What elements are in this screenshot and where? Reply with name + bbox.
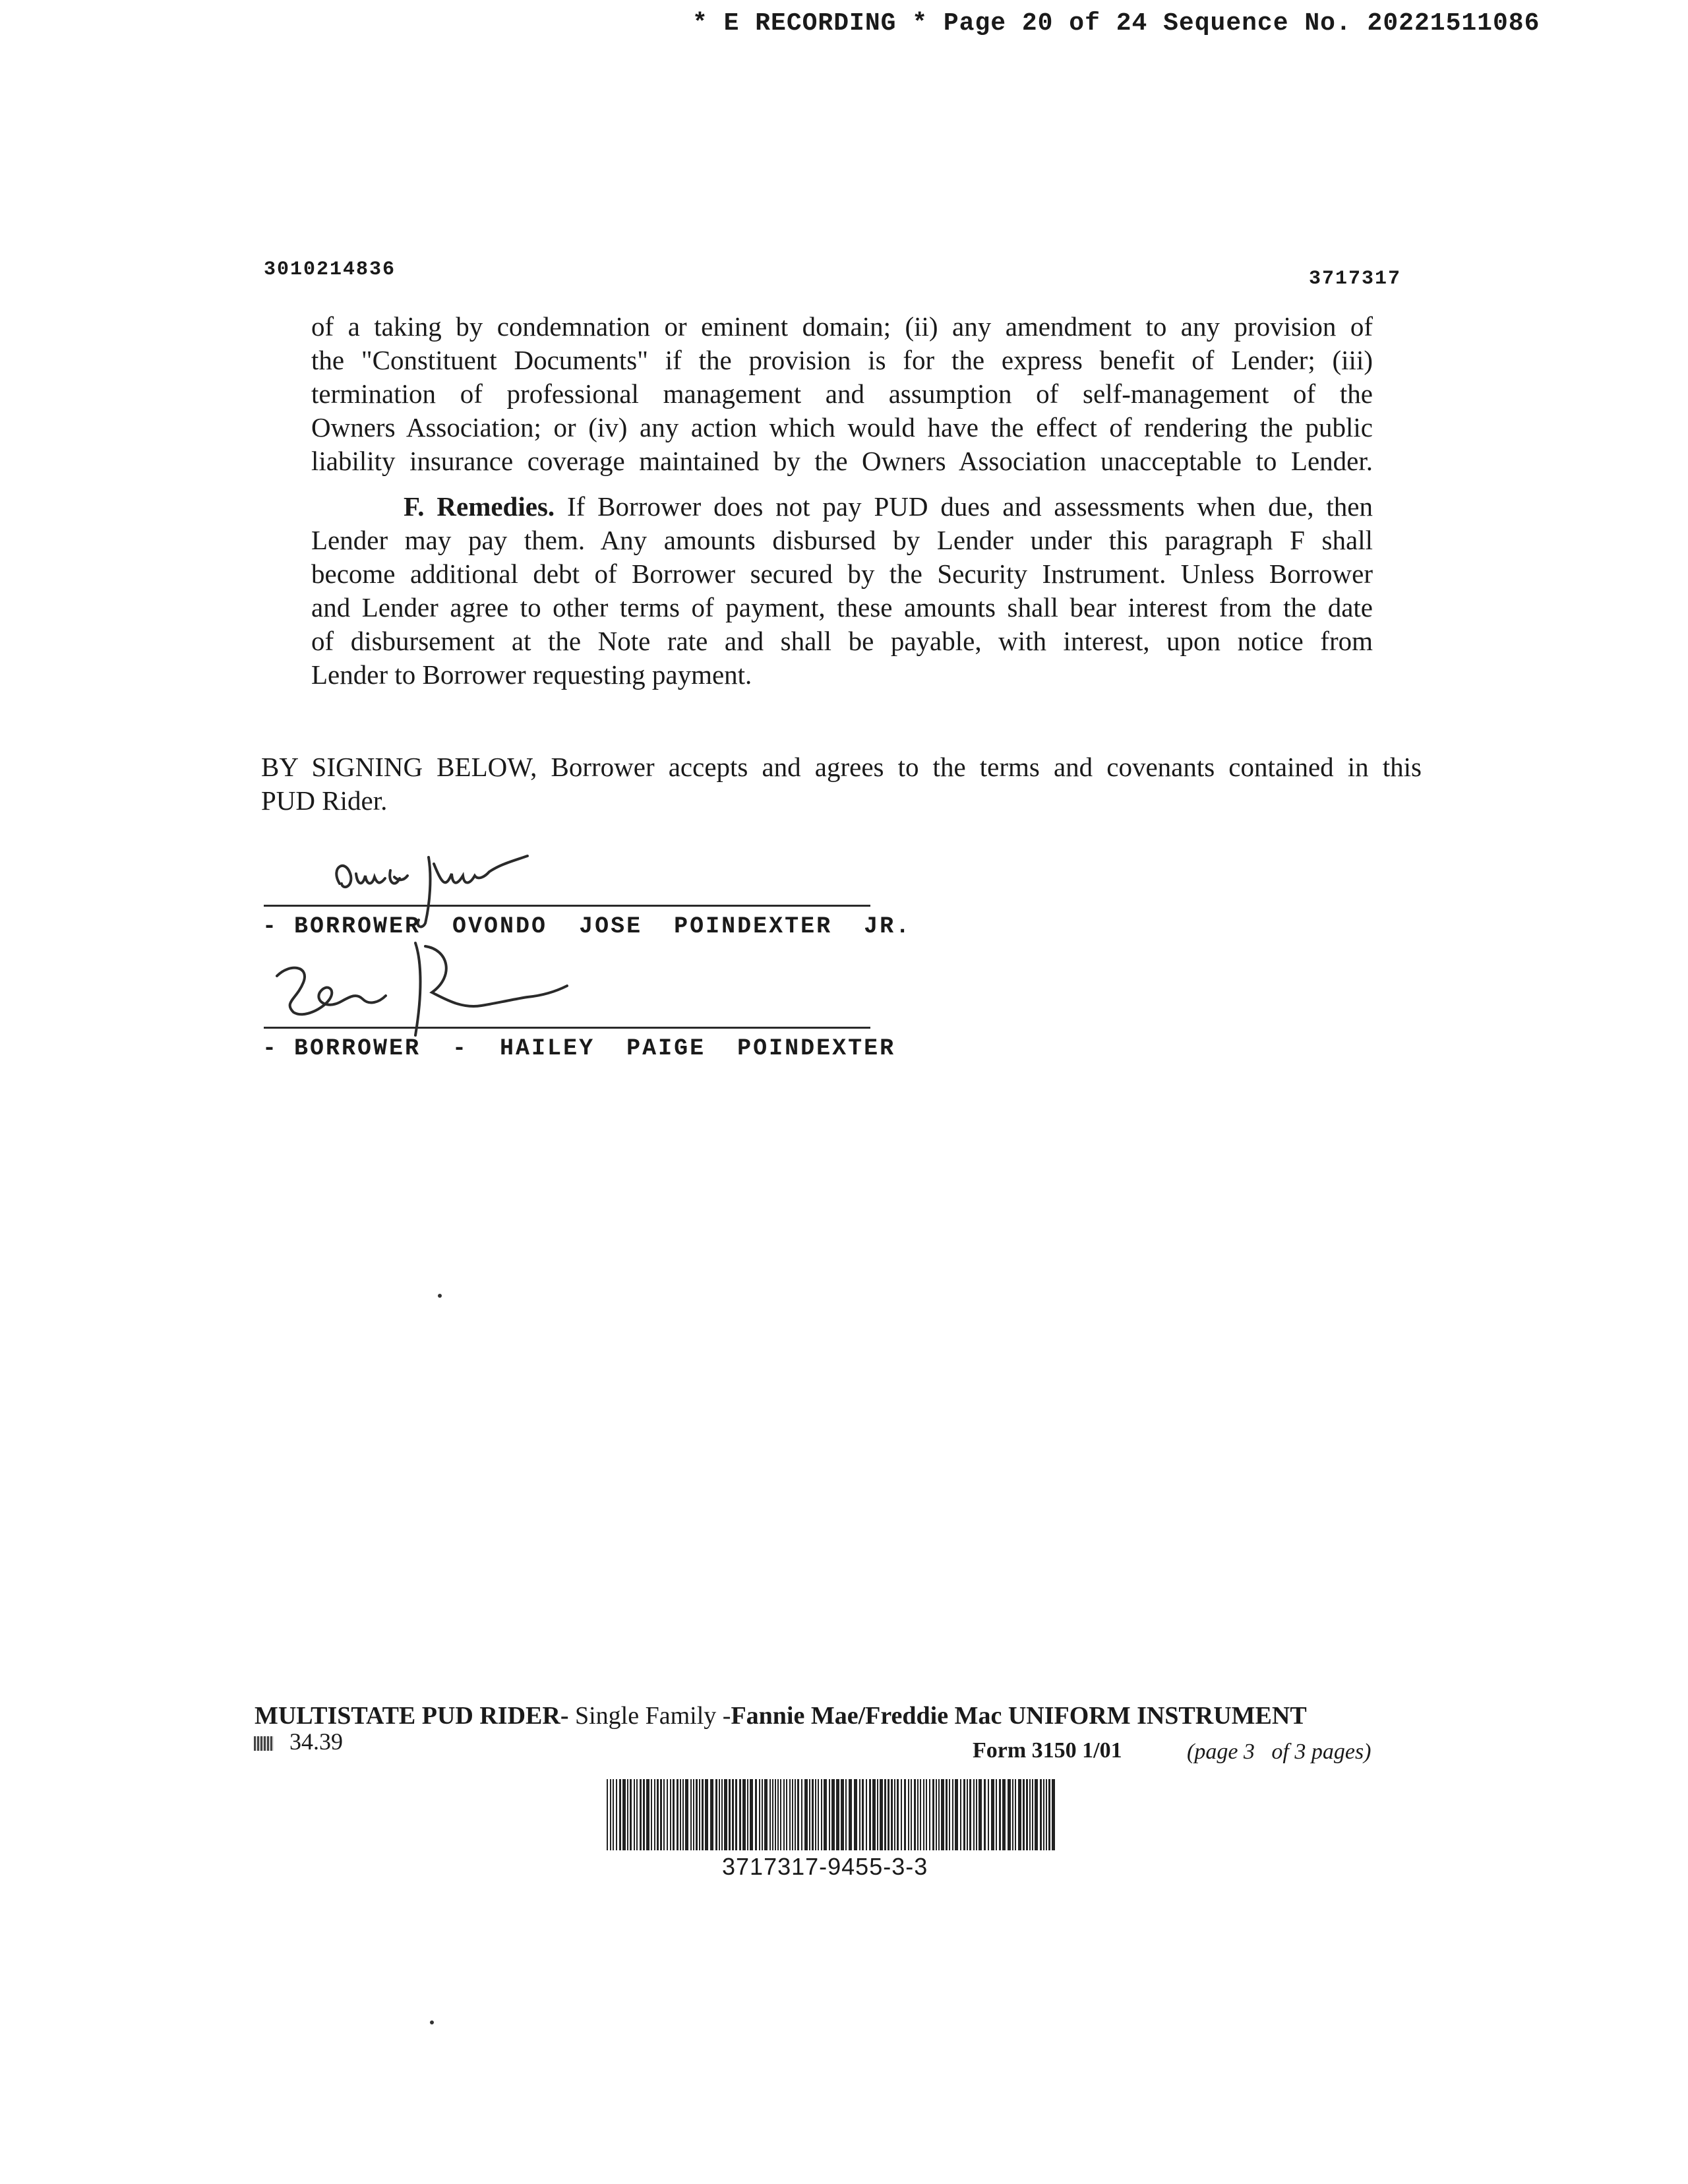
paragraph-line: of a taking by condemnation or eminent domain; (ii) any amendment to any provision of xyxy=(311,311,1373,342)
loan-number: 3010214836 xyxy=(264,258,396,281)
form-title-bold: MULTISTATE PUD RIDER- xyxy=(255,1702,569,1730)
paragraph-line: liability insurance coverage maintained by the Owners Association unacceptable to Lender. xyxy=(311,446,1373,476)
form-title xyxy=(255,1701,1307,1730)
recording-header: * E RECORDING * Page 20 of 24 Sequence No. 20221511086 xyxy=(692,9,1540,38)
borrower-1-label: - BORROWER OVONDO JOSE POINDEXTER JR. xyxy=(262,913,912,940)
form-code-value: 34.39 xyxy=(289,1728,343,1755)
paragraph-line: Lender to Borrower requesting payment. xyxy=(311,659,752,690)
paragraph-line: the "Constituent Documents" if the provision is for the express benefit of Lender; (iii) xyxy=(311,345,1373,375)
signing-line: BY SIGNING BELOW, Borrower accepts and agrees to the terms and covenants contained in this xyxy=(261,752,1422,782)
borrower-2-signature xyxy=(264,936,633,1042)
reference-number: 3717317 xyxy=(1309,268,1402,290)
barcode-text: 3717317-9455-3-3 xyxy=(722,1853,928,1880)
paragraph-line: and Lender agree to other terms of payment, these amounts shall bear interest from the date xyxy=(311,592,1373,622)
signing-statement xyxy=(261,750,1422,818)
barcode-icon xyxy=(254,1736,274,1751)
paragraph-line: termination of professional management and assumption of self-management of the xyxy=(311,379,1373,409)
signature-line xyxy=(264,905,870,907)
document-barcode xyxy=(607,1779,1055,1850)
paragraph-line: become additional debt of Borrower secured by the Security Instrument. Unless Borrower xyxy=(311,559,1373,589)
signing-line: PUD Rider. xyxy=(261,785,388,816)
paragraph-line xyxy=(311,490,1373,524)
borrower-2-label: - BORROWER - HAILEY PAIGE POINDEXTER xyxy=(262,1035,896,1062)
paragraph-line: Lender may pay them. Any amounts disbursed by Lender under this paragraph F shall xyxy=(311,525,1373,555)
signature-line xyxy=(264,1027,870,1029)
page-indicator: (page 3 of 3 pages) xyxy=(1187,1740,1372,1764)
remedies-paragraph xyxy=(311,490,1373,692)
paragraph-line: Owners Association; or (iv) any action which would have the effect of rendering the public xyxy=(311,412,1373,442)
form-title-bold: Fannie Mae/Freddie Mac UNIFORM INSTRUMENT xyxy=(731,1702,1307,1730)
form-code xyxy=(254,1728,343,1755)
scan-speck xyxy=(430,2020,434,2024)
continued-paragraph xyxy=(311,310,1373,478)
remedies-text: If Borrower does not pay PUD dues and assessments when due, then xyxy=(555,491,1373,522)
paragraph-line: of disbursement at the Note rate and shall be payable, with interest, upon notice from xyxy=(311,626,1373,656)
form-number: Form 3150 1/01 xyxy=(973,1738,1122,1763)
form-title-normal: Single Family - xyxy=(568,1702,731,1730)
remedies-heading: F. Remedies. xyxy=(404,491,555,522)
scan-speck xyxy=(438,1294,442,1298)
